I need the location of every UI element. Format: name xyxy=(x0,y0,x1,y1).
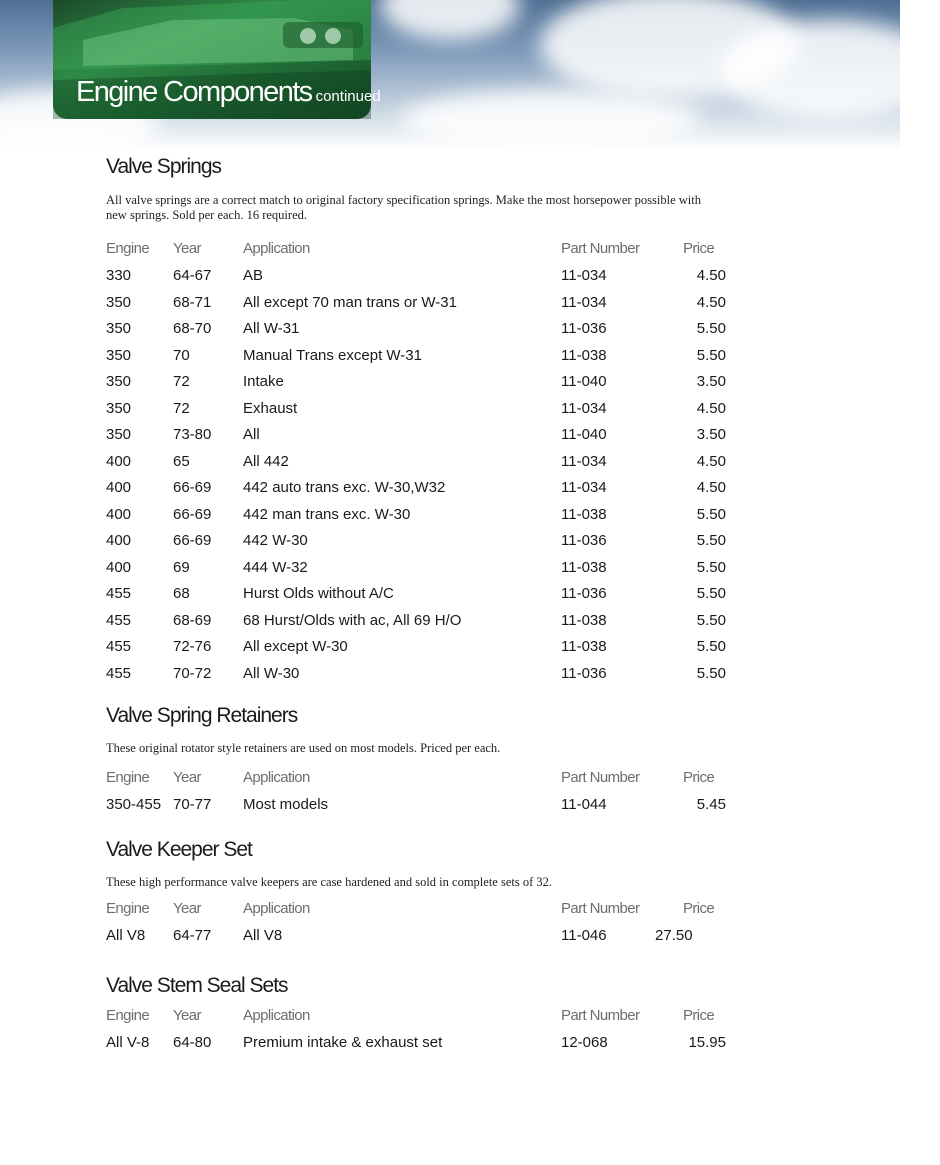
part-number-cell: 11-034 xyxy=(561,399,607,417)
application-cell: 442 man trans exc. W-30 xyxy=(243,505,411,523)
section-title: Valve Spring Retainers xyxy=(106,704,298,727)
section-title: Valve Springs xyxy=(106,155,222,178)
column-header-year: Year xyxy=(173,900,201,917)
column-header-year: Year xyxy=(173,1007,201,1024)
price-cell: 5.50 xyxy=(696,320,726,337)
part-number-cell: 11-044 xyxy=(561,796,607,813)
table-row xyxy=(106,267,736,291)
column-header-part-number: Part Number xyxy=(561,1007,640,1024)
year-cell: 68-70 xyxy=(173,320,212,337)
year-cell: 66-69 xyxy=(173,505,212,523)
page-title-sub: continued xyxy=(315,88,381,105)
price-cell: 5.50 xyxy=(696,664,726,682)
year-cell: 72 xyxy=(173,373,190,390)
application-cell: 444 W-32 xyxy=(243,558,308,576)
engine-cell: 455 xyxy=(106,585,132,602)
price-cell: 27.50 xyxy=(655,927,693,944)
year-cell: 65 xyxy=(173,452,190,470)
year-cell: 72-76 xyxy=(173,638,212,655)
table-header xyxy=(106,1007,736,1031)
table-row xyxy=(106,506,736,530)
engine-cell: 455 xyxy=(106,611,132,629)
application-cell: All V8 xyxy=(243,927,283,944)
engine-cell: 455 xyxy=(106,664,132,682)
price-cell: 3.50 xyxy=(696,373,726,390)
column-header-application: Application xyxy=(243,900,310,917)
section-title: Valve Keeper Set xyxy=(106,838,252,861)
column-header-part-number: Part Number xyxy=(561,900,640,917)
engine-cell: 400 xyxy=(106,532,132,549)
part-number-cell: 11-038 xyxy=(561,558,607,576)
column-header-part-number: Part Number xyxy=(561,769,640,786)
part-number-cell: 11-036 xyxy=(561,664,607,682)
table-row xyxy=(106,796,736,820)
table-row xyxy=(106,373,736,397)
column-header-engine: Engine xyxy=(106,769,150,786)
section-description: These high performance valve keepers are case hardened and sold in complete sets of 32. xyxy=(106,875,552,889)
table-header xyxy=(106,900,736,924)
application-cell: AB xyxy=(243,267,264,284)
application-cell: Exhaust xyxy=(243,399,298,417)
year-cell: 72 xyxy=(173,399,190,417)
column-header-application: Application xyxy=(243,1007,310,1024)
column-header-application: Application xyxy=(243,240,310,257)
application-cell: Most models xyxy=(243,796,329,813)
engine-cell: All V8 xyxy=(106,927,146,944)
page-title-main: Engine Components xyxy=(76,76,312,108)
column-header-year: Year xyxy=(173,769,201,786)
price-cell: 4.50 xyxy=(696,479,726,496)
application-cell: Intake xyxy=(243,373,284,390)
column-header-engine: Engine xyxy=(106,1007,150,1024)
part-number-cell: 11-038 xyxy=(561,638,607,655)
price-cell: 3.50 xyxy=(696,426,726,443)
header-tab xyxy=(53,0,381,119)
year-cell: 70 xyxy=(173,346,190,364)
application-cell: 442 W-30 xyxy=(243,532,308,549)
application-cell: All xyxy=(243,426,260,443)
application-cell: All W-31 xyxy=(243,320,300,337)
price-cell: 5.50 xyxy=(696,346,726,364)
price-cell: 5.50 xyxy=(696,638,726,655)
engine-cell: 400 xyxy=(106,558,132,576)
part-number-cell: 11-046 xyxy=(561,927,607,944)
column-header-price: Price xyxy=(683,1007,715,1024)
year-cell: 73-80 xyxy=(173,426,212,443)
part-number-cell: 11-038 xyxy=(561,505,607,523)
application-cell: 68 Hurst/Olds with ac, All 69 H/O xyxy=(243,611,462,629)
column-header-engine: Engine xyxy=(106,240,150,257)
part-number-cell: 11-036 xyxy=(561,532,607,549)
price-cell: 4.50 xyxy=(696,399,726,417)
part-number-cell: 11-036 xyxy=(561,320,607,337)
price-cell: 5.50 xyxy=(696,558,726,576)
part-number-cell: 11-040 xyxy=(561,426,607,443)
price-cell: 5.50 xyxy=(696,585,726,602)
engine-cell: 350 xyxy=(106,293,132,311)
part-number-cell: 11-038 xyxy=(561,346,607,364)
engine-cell: 330 xyxy=(106,267,132,284)
application-cell: Manual Trans except W-31 xyxy=(243,346,422,364)
year-cell: 64-67 xyxy=(173,267,212,284)
section-title: Valve Stem Seal Sets xyxy=(106,974,288,997)
column-header-price: Price xyxy=(683,240,715,257)
table-row xyxy=(106,927,736,951)
part-number-cell: 11-034 xyxy=(561,293,607,311)
year-cell: 68 xyxy=(173,585,190,602)
year-cell: 68-71 xyxy=(173,293,212,311)
application-cell: Hurst Olds without A/C xyxy=(243,585,394,602)
application-cell: Premium intake & exhaust set xyxy=(243,1034,443,1051)
application-cell: All except 70 man trans or W-31 xyxy=(243,293,457,311)
price-cell: 5.45 xyxy=(696,796,726,813)
year-cell: 70-72 xyxy=(173,664,212,682)
part-number-cell: 11-036 xyxy=(561,585,607,602)
table-row xyxy=(106,400,736,424)
part-number-cell: 12-068 xyxy=(561,1034,608,1051)
price-cell: 4.50 xyxy=(696,452,726,470)
page-title xyxy=(76,76,381,109)
table-row xyxy=(106,532,736,556)
table-header xyxy=(106,769,736,793)
price-cell: 4.50 xyxy=(696,293,726,311)
table-row xyxy=(106,612,736,636)
year-cell: 70-77 xyxy=(173,796,212,813)
application-cell: All W-30 xyxy=(243,664,300,682)
table-row xyxy=(106,453,736,477)
engine-cell: 350 xyxy=(106,399,132,417)
price-cell: 15.95 xyxy=(688,1034,726,1051)
engine-cell: 350 xyxy=(106,426,132,443)
column-header-price: Price xyxy=(683,769,715,786)
engine-cell: 400 xyxy=(106,479,132,496)
price-cell: 5.50 xyxy=(696,532,726,549)
price-cell: 5.50 xyxy=(696,611,726,629)
table-row xyxy=(106,479,736,503)
engine-cell: 400 xyxy=(106,452,132,470)
engine-cell: 400 xyxy=(106,505,132,523)
column-header-year: Year xyxy=(173,240,201,257)
column-header-part-number: Part Number xyxy=(561,240,640,257)
table-row xyxy=(106,559,736,583)
table-row xyxy=(106,638,736,662)
part-number-cell: 11-034 xyxy=(561,267,607,284)
section-description: All valve springs are a correct match to original factory specification springs. Make the most horsepower possible with new springs. Sold per each. 16 required. xyxy=(106,193,701,222)
year-cell: 68-69 xyxy=(173,611,212,629)
column-header-engine: Engine xyxy=(106,900,150,917)
application-cell: All except W-30 xyxy=(243,638,348,655)
year-cell: 66-69 xyxy=(173,532,212,549)
year-cell: 64-80 xyxy=(173,1034,212,1051)
year-cell: 64-77 xyxy=(173,927,212,944)
engine-cell: 350 xyxy=(106,373,132,390)
table-row xyxy=(106,665,736,689)
part-number-cell: 11-038 xyxy=(561,611,607,629)
engine-cell: 350 xyxy=(106,320,132,337)
table-row xyxy=(106,320,736,344)
section-description: These original rotator style retainers are used on most models. Priced per each. xyxy=(106,741,501,755)
column-header-price: Price xyxy=(683,900,715,917)
table-row xyxy=(106,1034,736,1058)
application-cell: All 442 xyxy=(243,452,289,470)
engine-cell: 350-455 xyxy=(106,796,162,813)
application-cell: 442 auto trans exc. W-30,W32 xyxy=(243,479,446,496)
year-cell: 69 xyxy=(173,558,190,576)
part-number-cell: 11-034 xyxy=(561,452,607,470)
table-row xyxy=(106,347,736,371)
column-header-application: Application xyxy=(243,769,310,786)
engine-cell: All V-8 xyxy=(106,1034,150,1051)
table-row xyxy=(106,585,736,609)
part-number-cell: 11-034 xyxy=(561,479,607,496)
table-row xyxy=(106,426,736,450)
part-number-cell: 11-040 xyxy=(561,373,607,390)
table-header xyxy=(106,240,736,264)
engine-cell: 350 xyxy=(106,346,132,364)
year-cell: 66-69 xyxy=(173,479,212,496)
engine-cell: 455 xyxy=(106,638,132,655)
price-cell: 5.50 xyxy=(696,505,726,523)
price-cell: 4.50 xyxy=(696,267,726,284)
table-row xyxy=(106,294,736,318)
